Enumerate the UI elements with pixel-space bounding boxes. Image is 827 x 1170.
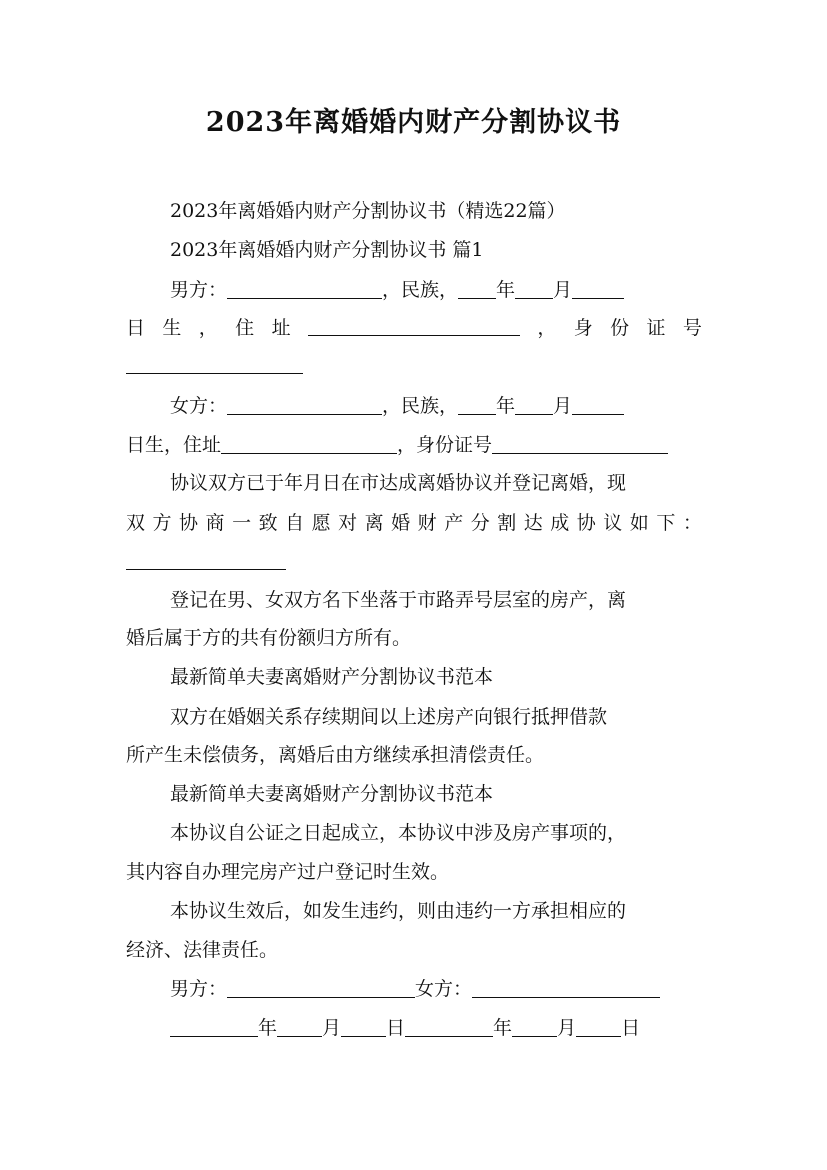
date-year-blank bbox=[405, 1016, 493, 1037]
birth-day-blank bbox=[572, 278, 624, 299]
female-name-blank bbox=[227, 394, 382, 415]
female-info-line-1 bbox=[170, 393, 702, 419]
heading-b: 最新简单夫妻离婚财产分割协议书范本 bbox=[170, 783, 494, 805]
year-label: 年 bbox=[496, 279, 516, 301]
date-line bbox=[170, 1015, 702, 1041]
char: 财 bbox=[417, 512, 437, 534]
char: 婚 bbox=[391, 512, 411, 534]
month-label: 月 bbox=[553, 395, 573, 417]
ethnicity-label: ，民族， bbox=[382, 279, 459, 301]
born-address-label: 日生，住址 bbox=[126, 434, 222, 456]
sign-female-label: 女方： bbox=[415, 978, 473, 1000]
male-label: 男方： bbox=[170, 279, 228, 301]
day-label: 日 bbox=[386, 1017, 406, 1039]
date-month-blank bbox=[277, 1016, 322, 1037]
male-info-line-2 bbox=[126, 315, 702, 341]
date-year-blank bbox=[170, 1016, 258, 1037]
char: 方 bbox=[152, 512, 172, 534]
document-title: 2023年离婚婚内财产分割协议书 bbox=[205, 107, 622, 138]
year-label: 年 bbox=[493, 1017, 513, 1039]
char: 割 bbox=[497, 512, 517, 534]
char: 址 bbox=[271, 317, 291, 339]
char: 对 bbox=[338, 512, 358, 534]
para4-line1: 本协议自公证之日起成立，本协议中涉及房产事项的， bbox=[170, 822, 627, 844]
para4-line2: 其内容自办理完房产过户登记时生效。 bbox=[126, 861, 450, 883]
date-month-blank bbox=[512, 1016, 557, 1037]
female-signature-blank bbox=[472, 977, 660, 998]
month-label: 月 bbox=[553, 279, 573, 301]
para1-line1: 协议双方已于年月日在市达成离婚协议并登记离婚，现 bbox=[170, 472, 627, 494]
para3-line2: 所产生未偿债务，离婚后由方继续承担清偿责任。 bbox=[126, 744, 545, 766]
char: 如 bbox=[629, 512, 649, 534]
char: 成 bbox=[550, 512, 570, 534]
birth-day-blank bbox=[572, 394, 624, 415]
subtitle: 2023年离婚婚内财产分割协议书（精选22篇） bbox=[170, 200, 566, 222]
char: 份 bbox=[610, 317, 630, 339]
year-label: 年 bbox=[258, 1017, 278, 1039]
para2-line1: 登记在男、女双方名下坐落于市路弄号层室的房产，离 bbox=[170, 589, 627, 611]
para5-line1: 本协议生效后，如发生违约，则由违约一方承担相应的 bbox=[170, 900, 627, 922]
male-name-blank bbox=[227, 278, 382, 299]
char: 致 bbox=[258, 512, 278, 534]
male-signature-blank bbox=[227, 977, 415, 998]
para5-line2: 经济、法律责任。 bbox=[126, 939, 279, 961]
month-label: 月 bbox=[322, 1017, 342, 1039]
birth-month-blank bbox=[515, 394, 553, 415]
id-label: ，身份证号 bbox=[397, 434, 493, 456]
char: 产 bbox=[444, 512, 464, 534]
female-id-blank bbox=[492, 433, 668, 454]
para1-blank-line bbox=[126, 548, 702, 574]
day-label: 日 bbox=[621, 1017, 641, 1039]
char: 自 bbox=[285, 512, 305, 534]
heading-a: 最新简单夫妻离婚财产分割协议书范本 bbox=[170, 666, 494, 688]
char: 离 bbox=[364, 512, 384, 534]
char: 协 bbox=[179, 512, 199, 534]
male-id-line bbox=[126, 352, 702, 378]
date-day-blank bbox=[576, 1016, 621, 1037]
char: ， bbox=[198, 317, 218, 339]
char: 达 bbox=[523, 512, 543, 534]
male-id-blank bbox=[126, 353, 303, 374]
para2-line2: 婚后属于方的共有份额归方所有。 bbox=[126, 627, 412, 649]
char: 下 bbox=[656, 512, 676, 534]
char: ： bbox=[682, 512, 702, 534]
char: 号 bbox=[682, 317, 702, 339]
birth-year-blank bbox=[458, 278, 496, 299]
char: 住 bbox=[235, 317, 255, 339]
male-info-line-1 bbox=[170, 277, 702, 303]
female-label: 女方： bbox=[170, 395, 228, 417]
para3-line1: 双方在婚姻关系存续期间以上述房产向银行抵押借款 bbox=[170, 706, 608, 728]
birth-month-blank bbox=[515, 278, 553, 299]
birth-year-blank bbox=[458, 394, 496, 415]
sign-male-label: 男方： bbox=[170, 978, 228, 1000]
male-address-blank bbox=[308, 315, 520, 336]
char: 分 bbox=[470, 512, 490, 534]
char: 身 bbox=[573, 317, 593, 339]
char: 愿 bbox=[311, 512, 331, 534]
agreement-blank bbox=[126, 549, 286, 570]
char: 商 bbox=[205, 512, 225, 534]
month-label: 月 bbox=[557, 1017, 577, 1039]
char: 证 bbox=[646, 317, 666, 339]
ethnicity-label: ，民族， bbox=[382, 395, 459, 417]
female-info-line-2 bbox=[126, 432, 702, 458]
signature-line bbox=[170, 976, 702, 1002]
female-address-blank bbox=[221, 433, 397, 454]
char: 双 bbox=[126, 512, 146, 534]
date-day-blank bbox=[341, 1016, 386, 1037]
para1-line2 bbox=[126, 510, 702, 536]
char: 一 bbox=[232, 512, 252, 534]
char: 生 bbox=[162, 317, 182, 339]
char: ， bbox=[537, 317, 557, 339]
year-label: 年 bbox=[496, 395, 516, 417]
char: 议 bbox=[603, 512, 623, 534]
char: 协 bbox=[576, 512, 596, 534]
section-title: 2023年离婚婚内财产分割协议书 篇1 bbox=[170, 239, 484, 261]
char: 日 bbox=[126, 317, 146, 339]
